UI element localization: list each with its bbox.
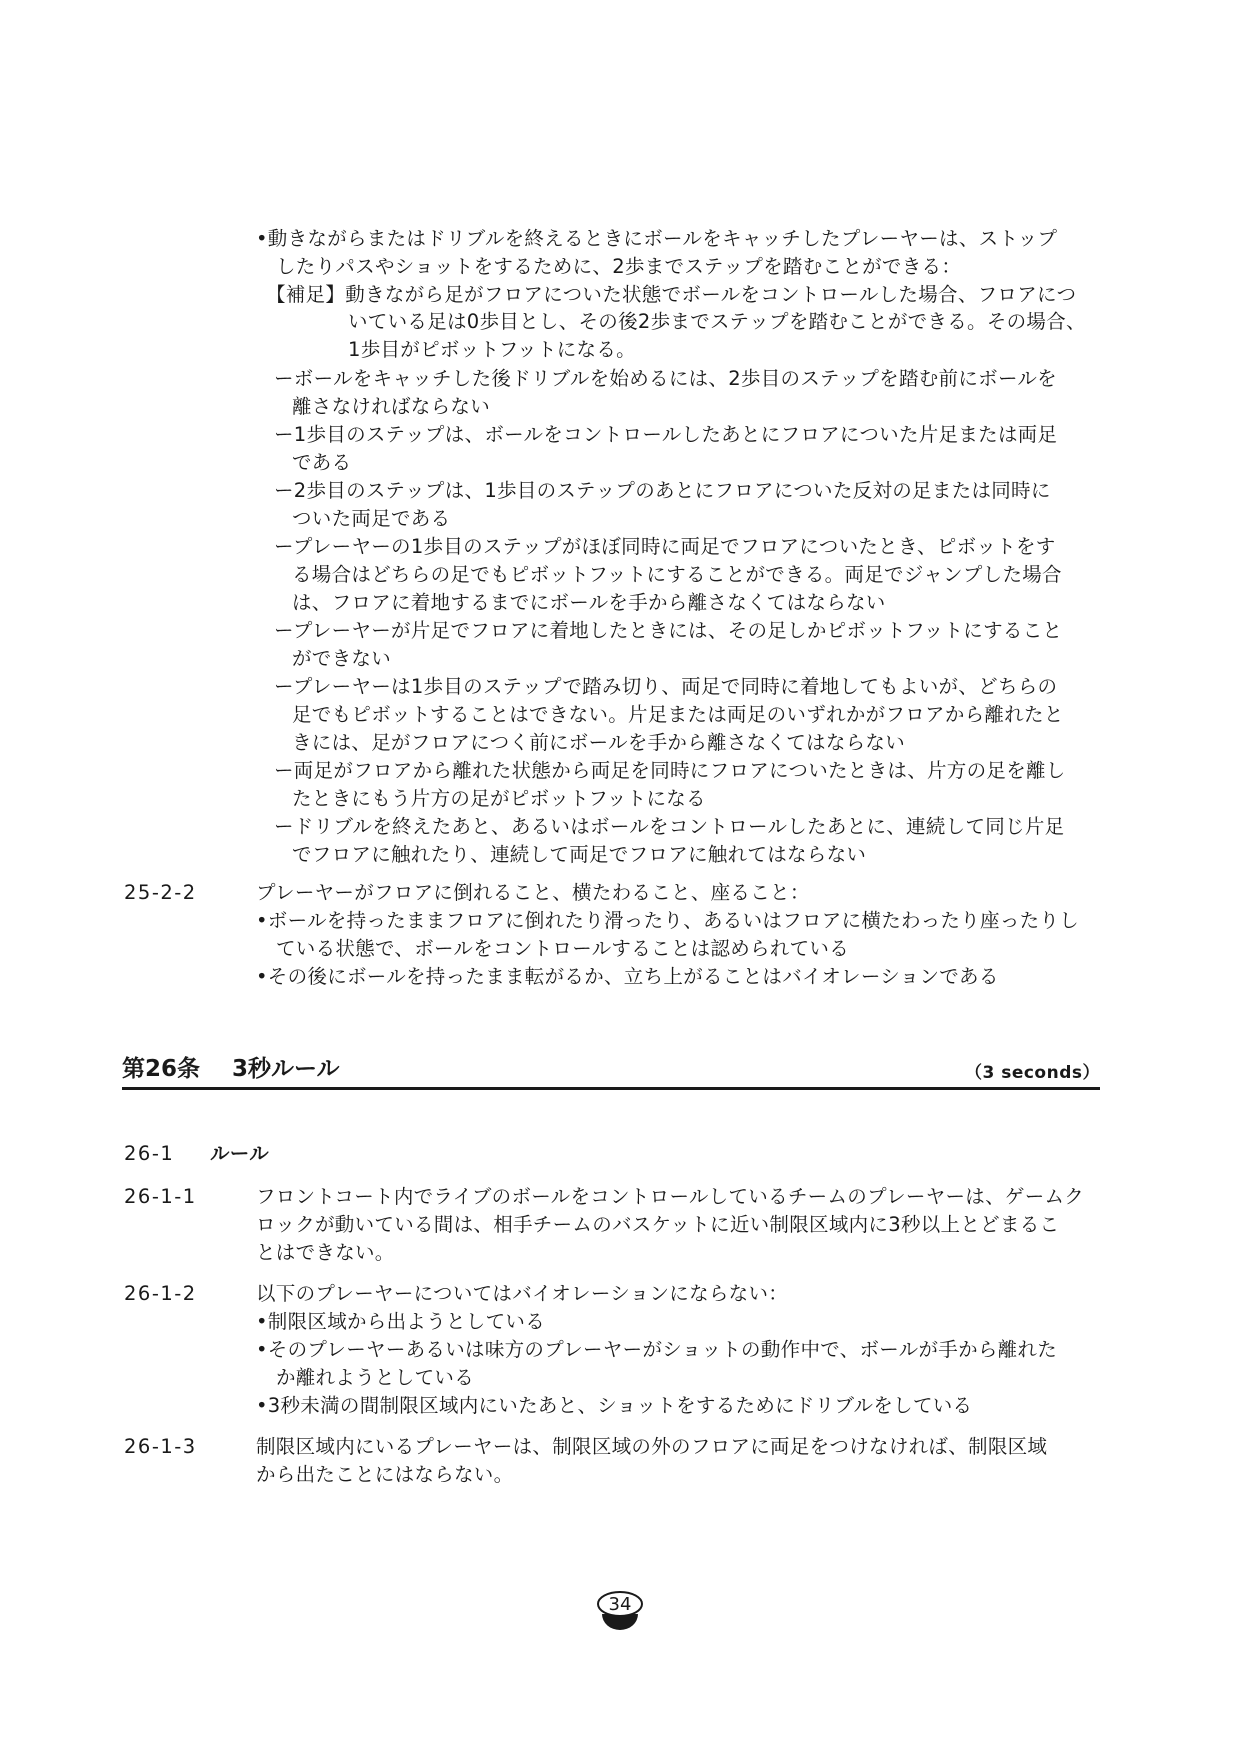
text-line: ついた両足である	[292, 507, 451, 530]
page-number: 34	[608, 1594, 632, 1615]
page-number-badge	[594, 1590, 646, 1640]
text-line: きには、足がフロアにつく前にボールを手から離さなくてはならない	[292, 731, 906, 754]
bullet-line: •そのプレーヤーあるいは味方のプレーヤーがショットの動作中で、ボールが手から離れた	[256, 1338, 1058, 1361]
clause-text: から出たことにはならない。	[256, 1463, 514, 1486]
clause-text: 以下のプレーヤーについてはバイオレーションにならない：	[256, 1282, 789, 1305]
clause-text: ロックが動いている間は、相手チームのバスケットに近い制限区域内に3秒以上とどまるこ	[256, 1213, 1060, 1236]
clause-text: 制限区域内にいるプレーヤーは、制限区域の外のフロアに両足をつけなければ、制限区域	[256, 1435, 1048, 1458]
dash-line: ー2歩目のステップは、1歩目のステップのあとにフロアについた反対の足または同時に	[274, 479, 1051, 502]
heading-underline	[122, 1087, 1100, 1090]
basketball-icon	[594, 1590, 646, 1640]
text-line: 足でもピボットすることはできない。片足または両足のいずれかがフロアから離れたと	[292, 703, 1064, 726]
article-name: 3秒ルール	[232, 1056, 340, 1082]
article-number: 第26条	[122, 1056, 201, 1082]
dash-line: ー両足がフロアから離れた状態から両足を同時にフロアについたときは、片方の足を離し	[274, 759, 1066, 782]
text-line: ている状態で、ボールをコントロールすることは認められている	[276, 937, 850, 960]
dash-line: ー1歩目のステップは、ボールをコントロールしたあとにフロアについた片足または両足	[274, 423, 1058, 446]
dash-line: ーボールをキャッチした後ドリブルを始めるには、2歩目のステップを踏む前にボールを	[274, 367, 1057, 390]
clause-number: 26-1-1	[124, 1185, 197, 1208]
bullet-line: •ボールを持ったままフロアに倒れたり滑ったり、あるいはフロアに横たわったり座ったりし	[256, 909, 1080, 932]
clause-text: フロントコート内でライブのボールをコントロールしているチームのプレーヤーは、ゲームク	[256, 1185, 1085, 1208]
text-line: は、フロアに着地するまでにボールを手から離さなくてはならない	[292, 591, 886, 614]
text-line: でフロアに触れたり、連続して両足でフロアに触れてはならない	[292, 843, 867, 866]
text-line: ができない	[292, 647, 392, 670]
clause-heading: ルール	[210, 1142, 270, 1165]
text-line: である	[292, 451, 352, 474]
article-title	[122, 1050, 340, 1083]
clause-number: 25-2-2	[124, 881, 197, 904]
clause-text: とはできない。	[256, 1241, 395, 1264]
text-line: したりパスやショットをするために、2歩までステップを踏むことができる：	[276, 255, 962, 278]
supplement-line: いている足は0歩目とし、その後2歩までステップを踏むことができる。その場合、	[348, 310, 1086, 333]
clause-number: 26-1-2	[124, 1282, 197, 1305]
bullet-line: •制限区域から出ようとしている	[256, 1310, 546, 1333]
dash-line: ープレーヤーは1歩目のステップで踏み切り、両足で同時に着地してもよいが、どちらの	[274, 675, 1058, 698]
supplement-line: 【補足】動きながら足がフロアについた状態でボールをコントロールした場合、フロアにつ	[266, 283, 1077, 306]
article-english-title: （3 seconds）	[964, 1063, 1100, 1083]
text-line: たときにもう片方の足がピボットフットになる	[292, 787, 706, 810]
bullet-line: •その後にボールを持ったまま転がるか、立ち上がることはバイオレーションである	[256, 965, 999, 988]
clause-number: 26-1-3	[124, 1435, 197, 1458]
bullet-line: •動きながらまたはドリブルを終えるときにボールをキャッチしたプレーヤーは、ストップ	[256, 227, 1058, 250]
clause-number: 26-1	[124, 1142, 175, 1165]
supplement-line: 1歩目がピボットフットになる。	[348, 338, 636, 361]
dash-line: ードリブルを終えたあと、あるいはボールをコントロールしたあとに、連続して同じ片足	[274, 815, 1065, 838]
dash-line: ープレーヤーの1歩目のステップがほぼ同時に両足でフロアについたとき、ピボットをす	[274, 535, 1056, 558]
text-line: か離れようとしている	[276, 1366, 475, 1389]
bullet-line: •3秒未満の間制限区域内にいたあと、ショットをするためにドリブルをしている	[256, 1394, 973, 1417]
text-line: 離さなければならない	[292, 395, 491, 418]
text-line: る場合はどちらの足でもピボットフットにすることができる。両足でジャンプした場合	[292, 563, 1062, 586]
dash-line: ープレーヤーが片足でフロアに着地したときには、その足しかピボットフットにすること	[274, 619, 1063, 642]
clause-text: プレーヤーがフロアに倒れること、横たわること、座ること：	[256, 881, 810, 904]
